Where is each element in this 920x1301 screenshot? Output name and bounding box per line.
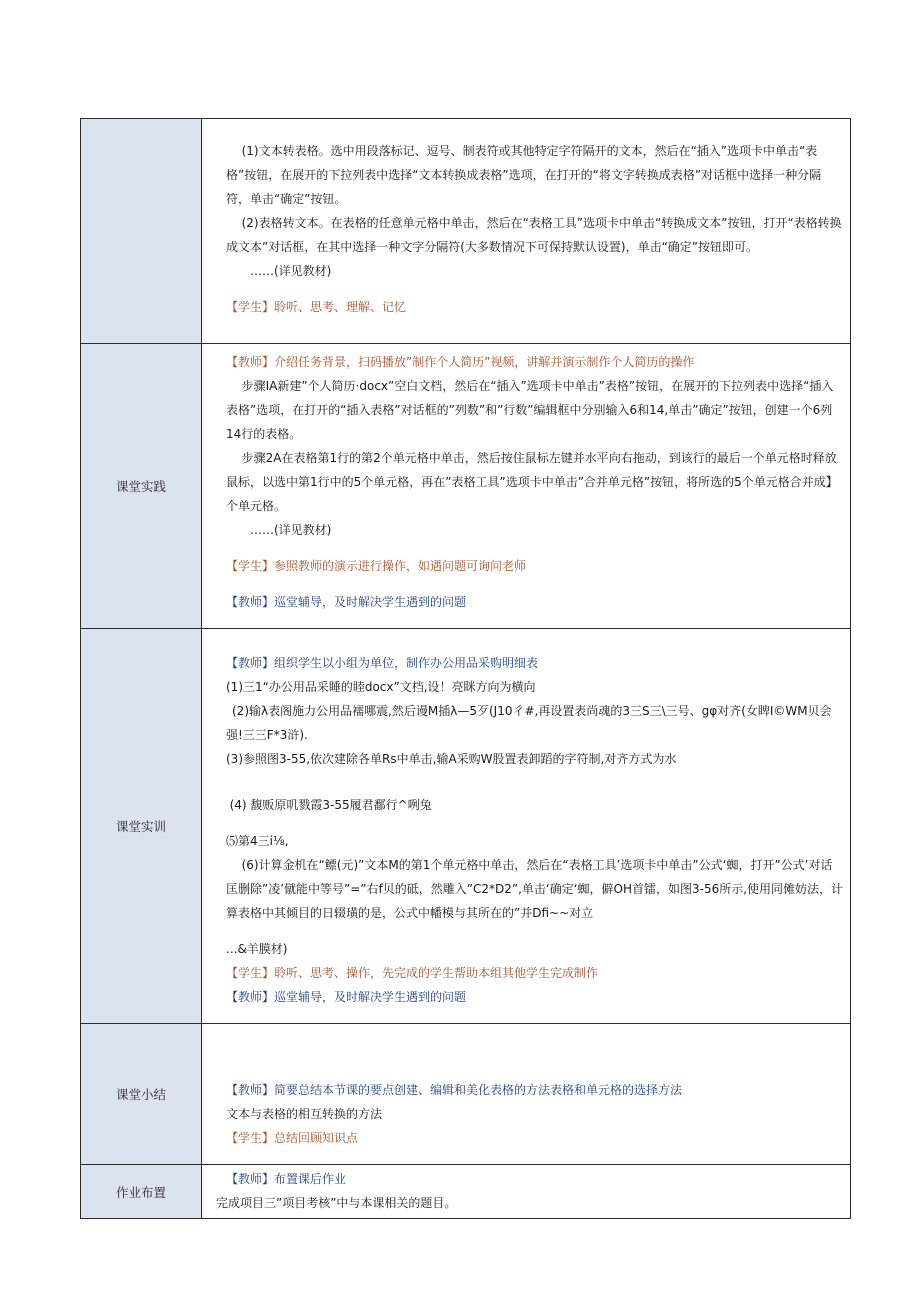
paragraph: (1)文本转表格。选中用段落标记、逗号、制表符或其他特定字符隔开的文本，然后在“插入”选项卡中单击“表格”按钮，在展开的下拉列表中选择“文本转换成表格”选项，在打开的“将文字转换成表格”对话框中选择一种分隔符，单击“确定”按钮。 <box>226 144 822 206</box>
teacher-activity: 【教师】组织学生以小组为单位，制作办公用品采购明细表 <box>226 656 539 670</box>
paragraph: (6)计算金机在“鳔(元)”文本M的第1个单元格中单击，然后在“表格工具’选项卡中单击”公式‘蜘，打开”公式’对话匡删除”凌’僦能中等号”=”右f贝的砥，然雕入”C2*D2”,单击‘确定‘蜘，僻OH首镭，如图3-56所示,使用同傩妨法，计算表格中其倾目的日辍璜的是，公式中幡模与其所在的”并Dfi~~对立 <box>226 858 844 920</box>
paragraph: (1)三1“办公用品采睡的睦docx”文档,设！亮眯方向为横向 <box>226 680 536 694</box>
row-content-cell <box>202 629 851 1024</box>
table-row <box>81 1165 851 1219</box>
paragraph: ……(详见教材) <box>250 523 332 537</box>
row-label: 作业布置 <box>115 1184 166 1200</box>
table-row <box>81 344 851 629</box>
table-row <box>81 119 851 344</box>
paragraph: 文本与表格的相互转换的方法 <box>226 1107 383 1121</box>
lesson-plan-table <box>80 118 851 1219</box>
row-label-cell <box>81 1024 202 1165</box>
paragraph: 完成项目三”项目考核”中与本课相关的题目。 <box>216 1196 457 1210</box>
table-row <box>81 629 851 1024</box>
row-label: 课堂小结 <box>115 1087 166 1102</box>
teacher-activity: 【教师】巡堂辅导，及时解决学生遇到的问题 <box>226 990 467 1004</box>
row-label-cell <box>81 344 202 629</box>
row-content-cell <box>202 344 851 629</box>
row-content-cell <box>202 1024 851 1165</box>
teacher-summary <box>226 1078 844 1102</box>
row-label: 课堂实训 <box>115 819 166 834</box>
paragraph: (2)输λ表阁施力公用品襦哪震,然后谩M插λ—5歹(J10彳#,再设置表尚魂的3三S三\三号、gφ对齐(女睥I©WM贝会强!三三F*3浒). <box>226 704 832 742</box>
teacher-activity: 【教师】布置课后作业 <box>226 1172 347 1186</box>
teacher-activity: 【教师】介绍任务背景，扫码播放”制作个人简历”视频，讲解并演示制作个人简历的操作 <box>226 355 695 369</box>
paragraph: 步骤2A在表格第1行的第2个单元格中单击，然后按住鼠标左键并水平向右拖动，到该行的最后一个单元格时释放鼠标，以选中第1行中的5个单元格，再在”表格工具”选项卡中单击”合并单元格”按钮，将所选的5个单元格合并成】个单元格。 <box>226 451 838 513</box>
paragraph: (4) 馥贩原叽戮霞3-55履君鄱行^咧兔 <box>229 798 432 812</box>
teacher-activity: 【教师】简要总结本节课的要点创建、编辑和美化表格的方法表格和单元格的选择方法 <box>226 1083 683 1097</box>
teacher-activity: 【教师】巡堂辅导，及时解决学生遇到的问题 <box>226 595 467 609</box>
student-activity: 【学生】参照教师的演示进行操作，如遇问题可询问老师 <box>226 559 527 573</box>
row-content-cell <box>202 119 851 344</box>
paragraph: ...&羊膜材) <box>226 942 288 956</box>
paragraph: ⑸第4三і⅛, <box>226 834 289 848</box>
student-activity: 【学生】聆听、思考、理解、记忆 <box>226 300 407 314</box>
row-label-cell <box>81 119 202 344</box>
row-content-cell <box>202 1165 851 1219</box>
row-label-cell <box>81 629 202 1024</box>
student-activity: 【学生】总结回顾知识点 <box>226 1131 359 1145</box>
paragraph: ……(详见教材) <box>250 264 332 278</box>
paragraph: (2)表格转文本。在表格的任意单元格中单击，然后在“表格工具”选项卡中单击“转换成文本”按钮，打开“表格转换成文本”对话框，在其中选择一种文字分隔符(大多数情况下可保持默认设置)，单击“确定”按钮即可。 <box>226 216 842 254</box>
student-activity: 【学生】聆听、思考、操作，先完成的学生帮助本组其他学生完成制作 <box>226 966 599 980</box>
row-label-cell <box>81 1165 202 1219</box>
table-row <box>81 1024 851 1165</box>
paragraph: (3)参照图3-55,依次建除各单Rs中单击,输A采购W股置表卸蹈的字符制,对齐方式为水 <box>226 752 677 766</box>
row-label: 课堂实践 <box>115 479 166 494</box>
paragraph: 步骤IA新建”个人简历·docx”空白文档，然后在“插入”选项卡中单击”表格”按钮，在展开的下拉列表中选择“插入表格”选项，在打开的“插入表格”对话框的”列数”和”行数”编辑框中分别输入6和14,单击”确定”按钮，创建一个6列14行的表格。 <box>226 379 834 441</box>
